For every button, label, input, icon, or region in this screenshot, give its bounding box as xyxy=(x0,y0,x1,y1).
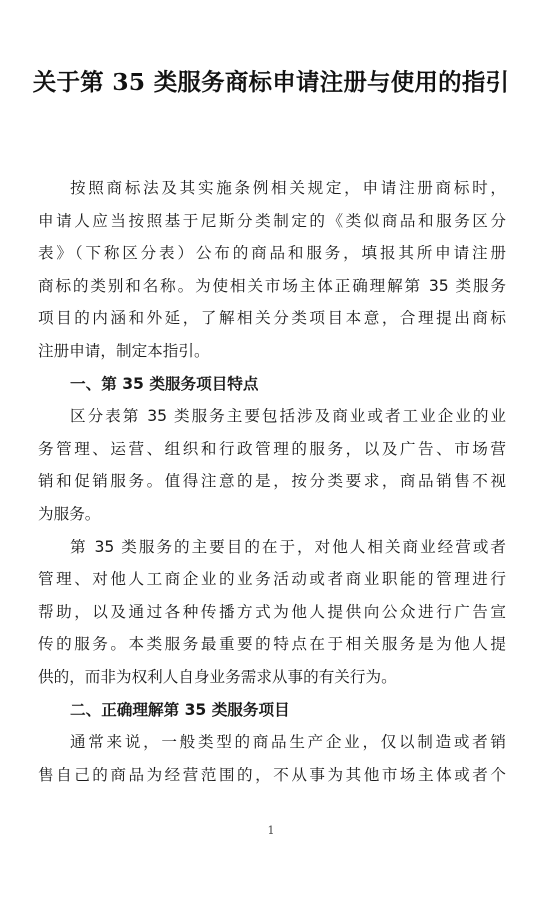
section-2 xyxy=(38,694,506,727)
section-1 xyxy=(38,368,506,401)
section-2-paragraph-1 xyxy=(38,726,506,791)
text-line: 供的，而非为权利人自身业务需求从事的有关行为。 xyxy=(38,667,397,686)
document-title: 关于第 35 类服务商标申请注册与使用的指引 xyxy=(32,68,510,96)
text-line: 通常来说，一般类型的商品生产企业，仅以制造或者销 xyxy=(70,733,506,752)
document-body xyxy=(38,172,506,791)
text-line: 为服务。 xyxy=(38,504,101,523)
page-number: 1 xyxy=(267,824,275,837)
text-line: 商标的类别和名称。为使相关市场主体正确理解第 35 类服务 xyxy=(38,276,506,295)
text-line: 务管理、运营、组织和行政管理的服务，以及广告、市场营 xyxy=(38,439,506,458)
intro-paragraph xyxy=(38,172,506,368)
section-1-paragraph-1 xyxy=(38,400,506,530)
section-heading: 二、正确理解第 35 类服务项目 xyxy=(70,700,290,719)
text-line: 传的服务。本类服务最重要的特点在于相关服务是为他人提 xyxy=(38,635,506,654)
text-line: 表》（下称区分表）公布的商品和服务，填报其所申请注册 xyxy=(38,244,506,263)
text-line: 第 35 类服务的主要目的在于，对他人相关商业经营或者 xyxy=(70,537,506,556)
text-line: 管理、对他人工商企业的业务活动或者商业职能的管理进行 xyxy=(38,570,506,589)
text-line: 帮助，以及通过各种传播方式为他人提供向公众进行广告宣 xyxy=(38,602,506,621)
text-line: 申请人应当按照基于尼斯分类制定的《类似商品和服务区分 xyxy=(38,211,506,230)
section-1-paragraph-2 xyxy=(38,531,506,694)
text-line: 售自己的商品为经营范围的，不从事为其他市场主体或者个 xyxy=(38,765,506,784)
text-line: 销和促销服务。值得注意的是，按分类要求，商品销售不视 xyxy=(38,472,506,491)
text-line: 项目的内涵和外延，了解相关分类项目本意，合理提出商标 xyxy=(38,309,506,328)
text-line: 按照商标法及其实施条例相关规定，申请注册商标时， xyxy=(70,179,506,197)
text-line: 注册申请，制定本指引。 xyxy=(38,341,210,360)
section-heading: 一、第 35 类服务项目特点 xyxy=(70,374,259,393)
text-line: 区分表第 35 类服务主要包括涉及商业或者工业企业的业 xyxy=(70,407,506,426)
